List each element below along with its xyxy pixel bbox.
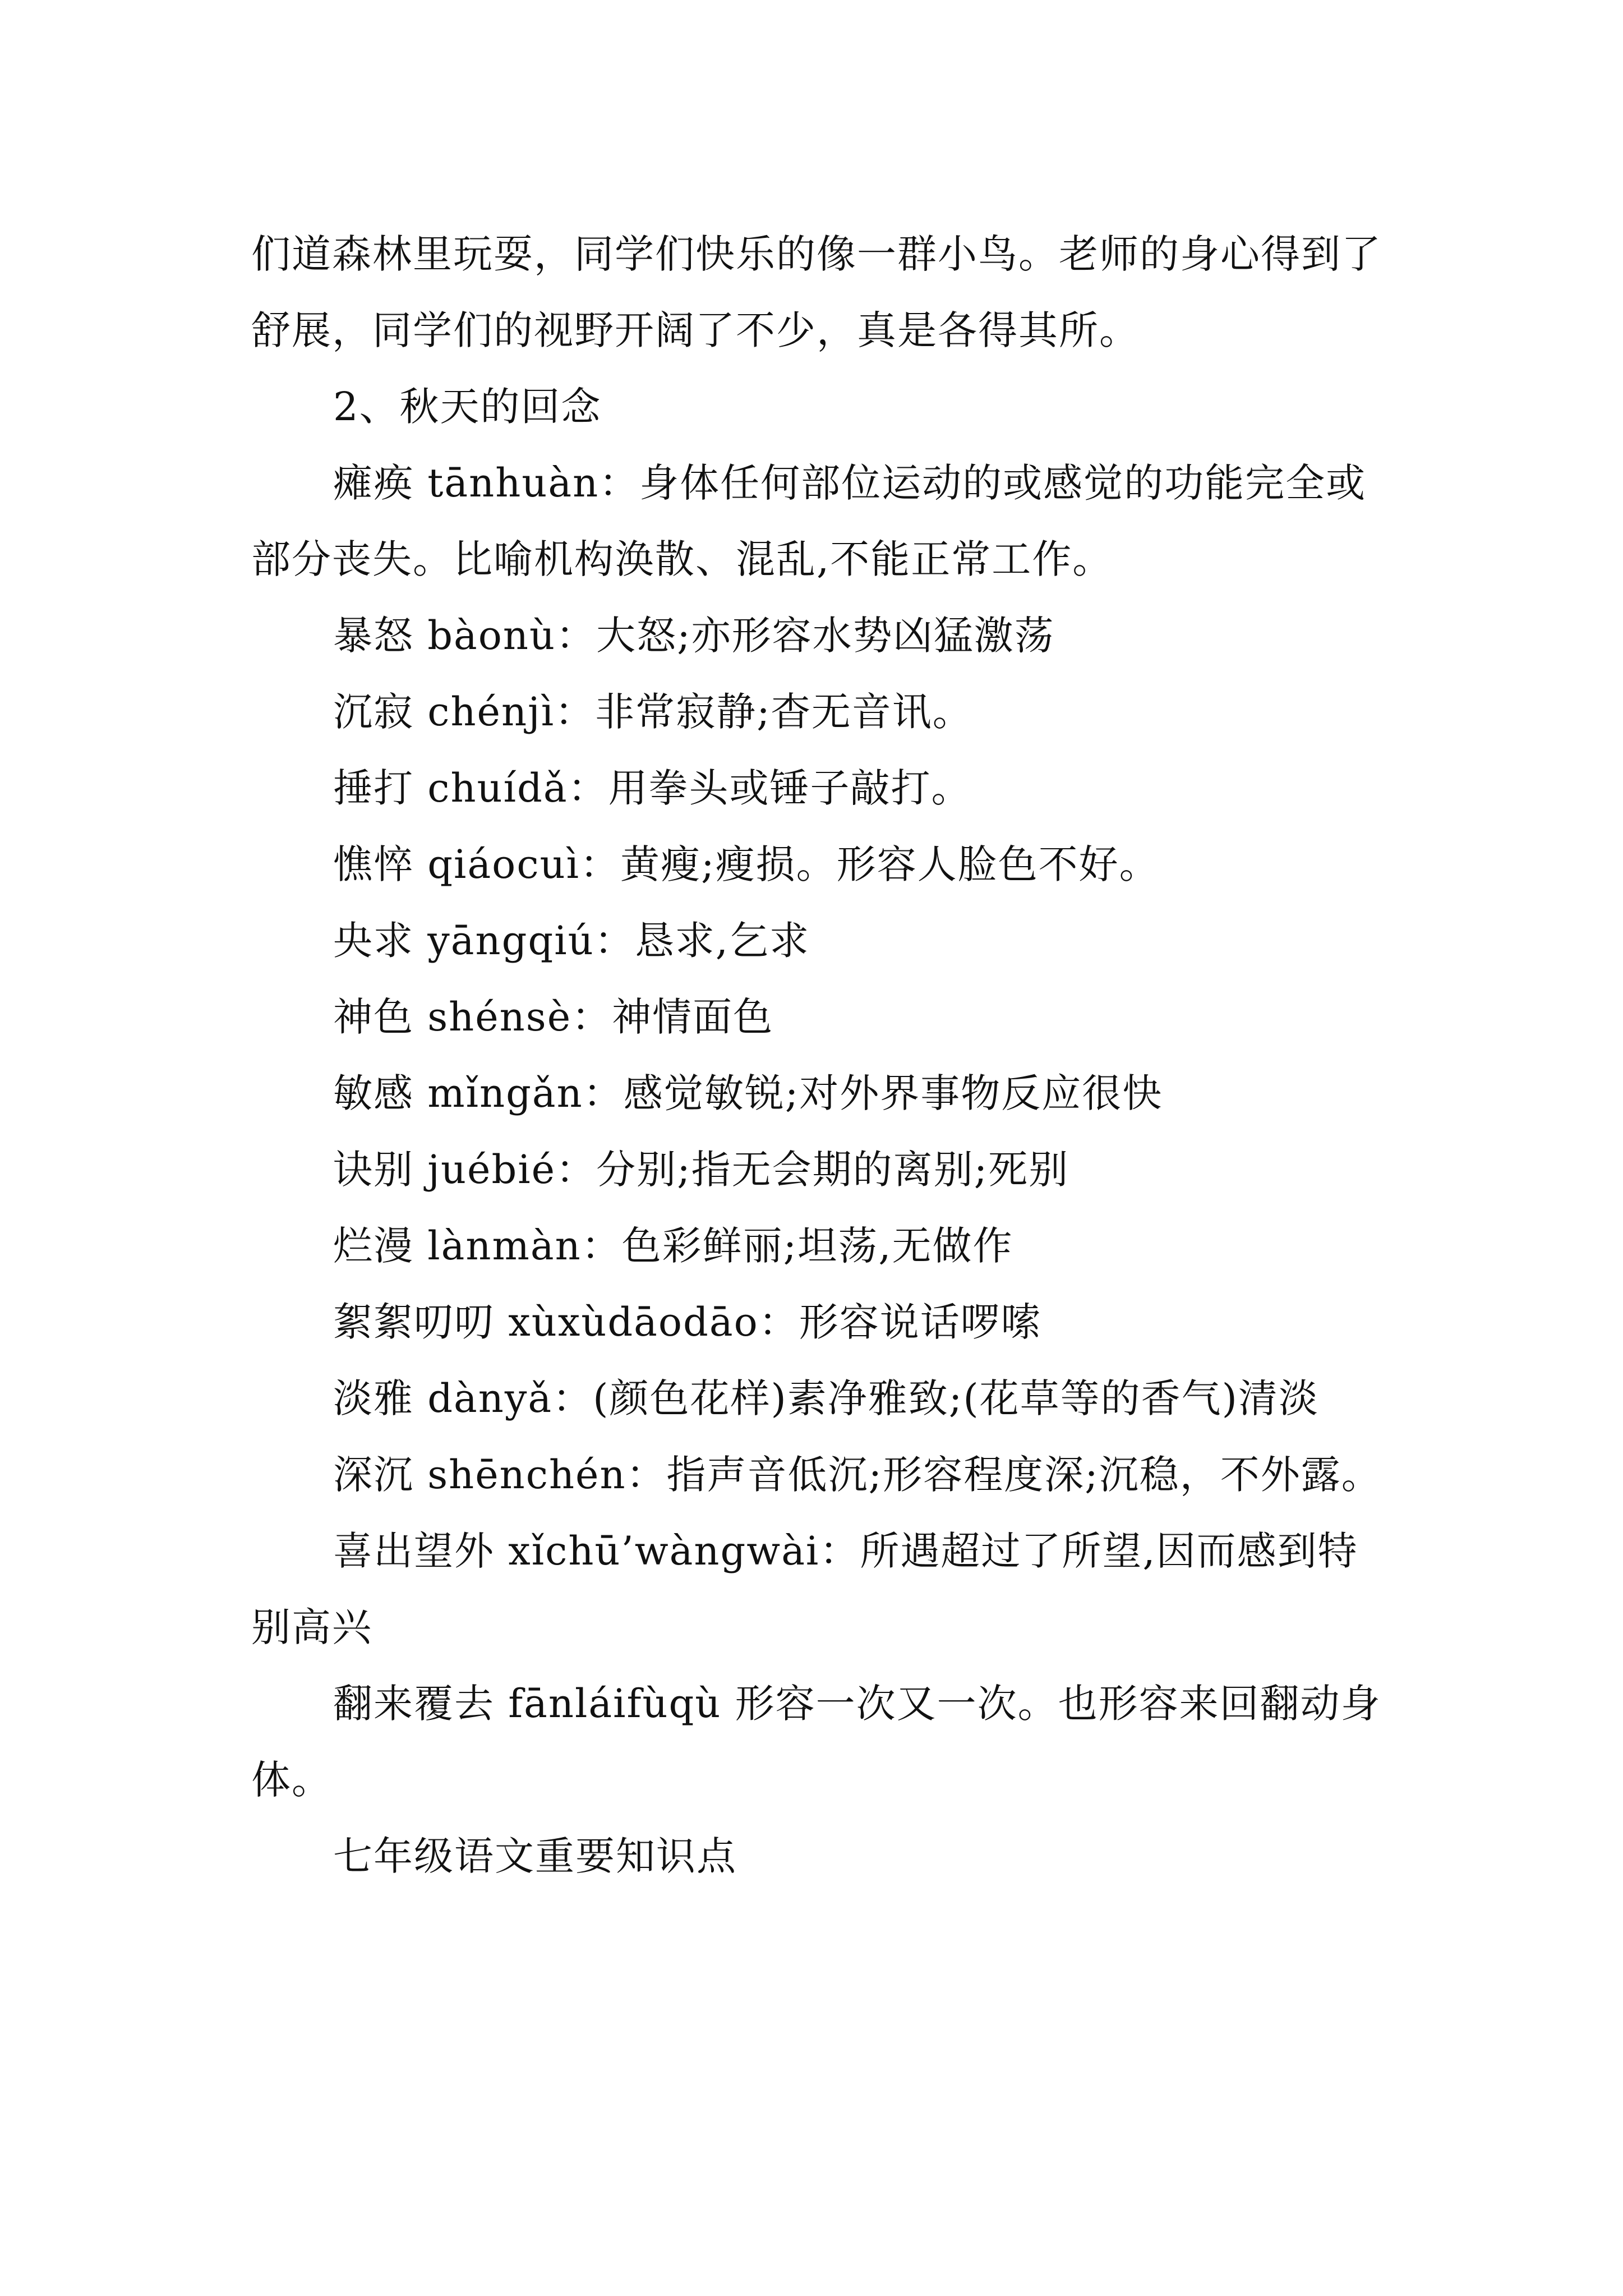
section-heading-grade7-points: 七年级语文重要知识点 bbox=[333, 1833, 737, 1879]
section-heading-autumn-memory: 2、秋天的回念 bbox=[333, 384, 602, 430]
vocab-entry: 絮絮叨叨 xùxùdāodāo：形容说话啰嗦 bbox=[333, 1299, 1041, 1345]
vocab-entry: 诀别 juébié：分别;指无会期的离别;死别 bbox=[333, 1147, 1069, 1193]
paragraph-continuation: 们道森林里玩耍，同学们快乐的像一群小鸟。老师的身心得到了舒展，同学们的视野开阔了不少，真是各得其所。 bbox=[251, 231, 1382, 353]
vocab-entry: 暴怒 bàonù：大怒;亦形容水势凶猛激荡 bbox=[333, 613, 1055, 659]
vocab-entry: 沉寂 chénjì：非常寂静;杳无音讯。 bbox=[333, 689, 973, 735]
vocab-entry: 憔悴 qiáocuì：黄瘦;瘦损。形容人脸色不好。 bbox=[333, 841, 1160, 887]
vocab-entry: 烂漫 lànmàn：色彩鲜丽;坦荡,无做作 bbox=[333, 1223, 1013, 1269]
vocab-entry: 深沉 shēnchén：指声音低沉;形容程度深;沉稳，不外露。 bbox=[333, 1452, 1382, 1498]
vocab-entry: 翻来覆去 fānláifùqù 形容一次又一次。也形容来回翻动身体。 bbox=[251, 1681, 1381, 1803]
vocab-entry: 瘫痪 tānhuàn：身体任何部位运动的或感觉的功能完全或部分丧失。比喻机构涣散、混乱,不能正常工作。 bbox=[251, 460, 1367, 582]
vocab-entry: 喜出望外 xǐchū’wàngwài：所遇超过了所望,因而感到特别高兴 bbox=[251, 1528, 1358, 1650]
vocab-entry: 敏感 mǐngǎn：感觉敏锐;对外界事物反应很快 bbox=[333, 1070, 1163, 1116]
vocab-entry: 神色 shénsè：神情面色 bbox=[333, 994, 774, 1040]
document-body bbox=[251, 216, 1384, 1894]
vocab-entry: 央求 yāngqiú：恳求,乞求 bbox=[333, 918, 810, 964]
vocab-entry: 捶打 chuídǎ：用拳头或锤子敲打。 bbox=[333, 765, 972, 811]
vocab-entry: 淡雅 dànyǎ：(颜色花样)素净雅致;(花草等的香气)清淡 bbox=[333, 1375, 1319, 1421]
